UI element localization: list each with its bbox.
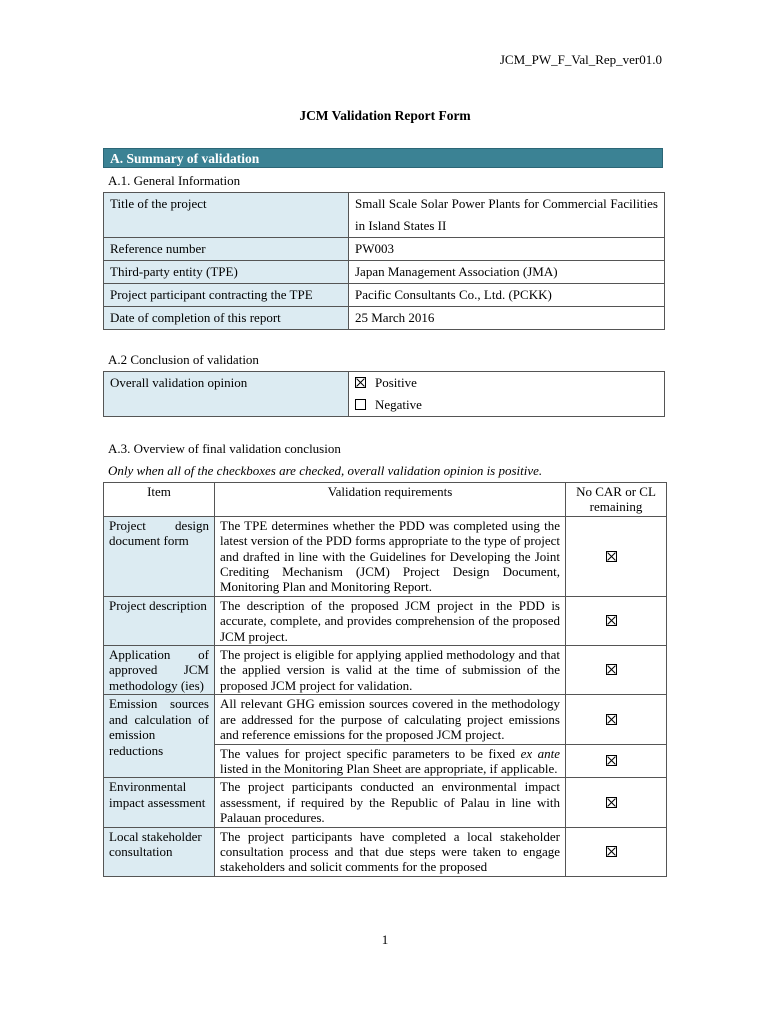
a1-heading: A.1. General Information bbox=[108, 173, 241, 188]
item-cell: Environmental impact assessment bbox=[104, 778, 215, 827]
overview-table bbox=[103, 482, 667, 877]
status-cell bbox=[566, 596, 667, 645]
table-header-row bbox=[104, 483, 667, 517]
status-cell bbox=[566, 695, 667, 744]
info-label: Reference number bbox=[104, 238, 349, 261]
checked-checkbox-icon[interactable] bbox=[606, 846, 617, 857]
item-cell: Application of approved JCM methodology (ies) bbox=[104, 646, 215, 695]
item-cell: Project design document form bbox=[104, 516, 215, 596]
table-row bbox=[104, 238, 665, 261]
table-row bbox=[104, 284, 665, 307]
checkbox-icon[interactable] bbox=[355, 399, 366, 410]
status-cell bbox=[566, 744, 667, 778]
option-label: Positive bbox=[375, 375, 417, 390]
requirement-text: The values for project specific parameters to be fixed bbox=[220, 745, 521, 761]
checked-checkbox-icon[interactable] bbox=[606, 615, 617, 626]
table-row bbox=[104, 778, 667, 827]
checked-checkbox-icon[interactable] bbox=[606, 551, 617, 562]
checked-checkbox-icon[interactable] bbox=[606, 714, 617, 725]
table-row bbox=[104, 596, 667, 645]
item-cell: Local stakeholder consultation bbox=[104, 827, 215, 876]
a3-note: Only when all of the checkboxes are checked, overall validation opinion is positive. bbox=[108, 463, 543, 478]
status-cell bbox=[566, 516, 667, 596]
status-cell bbox=[566, 646, 667, 695]
checked-checkbox-icon[interactable] bbox=[355, 377, 366, 388]
info-value: Japan Management Association (JMA) bbox=[349, 261, 665, 284]
info-label: Third-party entity (TPE) bbox=[104, 261, 349, 284]
table-row bbox=[104, 695, 667, 744]
a2-heading: A.2 Conclusion of validation bbox=[108, 352, 259, 367]
info-label: Date of completion of this report bbox=[104, 307, 349, 330]
info-label: Project participant contracting the TPE bbox=[104, 284, 349, 307]
requirement-cell: The TPE determines whether the PDD was completed using the latest version of the PDD forms appropriate to the type of project and drafted in line with the Guidelines for Developing the Joint Crediting Mechanism (JCM) Project Design Document, Monitoring Plan and Monitoring Report. bbox=[215, 516, 566, 596]
option-negative[interactable] bbox=[355, 394, 658, 416]
table-row bbox=[104, 372, 665, 417]
status-cell bbox=[566, 778, 667, 827]
requirement-text: listed in the Monitoring Plan Sheet are appropriate, if applicable. bbox=[220, 760, 558, 776]
status-cell bbox=[566, 827, 667, 876]
info-value: Pacific Consultants Co., Ltd. (PCKK) bbox=[349, 284, 665, 307]
header-item: Item bbox=[104, 483, 215, 517]
info-value: PW003 bbox=[349, 238, 665, 261]
requirement-emphasis: ex ante bbox=[520, 745, 561, 761]
requirement-cell: The project is eligible for applying applied methodology and that the applied version is valid at the time of submission of the proposed JCM project for validation. bbox=[215, 646, 566, 695]
requirement-cell: The project participants conducted an environmental impact assessment, if required by the Republic of Palau in line with Palauan procedures. bbox=[215, 778, 566, 827]
table-row bbox=[104, 516, 667, 596]
table-row bbox=[104, 193, 665, 238]
option-label: Negative bbox=[375, 397, 422, 412]
item-cell: Project description bbox=[104, 596, 215, 645]
checked-checkbox-icon[interactable] bbox=[606, 797, 617, 808]
conclusion-table bbox=[103, 371, 665, 417]
checked-checkbox-icon[interactable] bbox=[606, 755, 617, 766]
table-row bbox=[104, 261, 665, 284]
requirement-cell: The project participants have completed a local stakeholder consultation process and that due steps were taken to engage stakeholders and solicit comments for the proposed bbox=[215, 827, 566, 876]
form-title: JCM Validation Report Form bbox=[299, 108, 471, 123]
document-id: JCM_PW_F_Val_Rep_ver01.0 bbox=[499, 52, 662, 67]
header-status: No CAR or CL remaining bbox=[566, 483, 667, 517]
table-row bbox=[104, 646, 667, 695]
a3-heading: A.3. Overview of final validation conclusion bbox=[108, 441, 341, 456]
table-row bbox=[104, 307, 665, 330]
requirement-cell: All relevant GHG emission sources covered in the methodology are addressed for the purpose of calculating project emissions and reference emissions for the proposed JCM project. bbox=[215, 695, 566, 744]
table-row bbox=[104, 827, 667, 876]
header-requirements: Validation requirements bbox=[215, 483, 566, 517]
item-cell: Emission sources and calculation of emission reductions bbox=[104, 695, 215, 778]
info-value: 25 March 2016 bbox=[349, 307, 665, 330]
requirement-cell bbox=[215, 744, 566, 778]
opinion-label: Overall validation opinion bbox=[104, 372, 349, 417]
opinion-options bbox=[349, 372, 665, 417]
info-value: Small Scale Solar Power Plants for Commercial Facilities in Island States II bbox=[349, 193, 665, 238]
general-info-table bbox=[103, 192, 665, 330]
option-positive[interactable] bbox=[355, 372, 658, 394]
page-number: 1 bbox=[381, 932, 389, 947]
requirement-cell: The description of the proposed JCM project in the PDD is accurate, complete, and provides comprehension of the proposed JCM project. bbox=[215, 596, 566, 645]
section-a-header: A. Summary of validation bbox=[103, 148, 663, 168]
checked-checkbox-icon[interactable] bbox=[606, 664, 617, 675]
info-label: Title of the project bbox=[104, 193, 349, 238]
